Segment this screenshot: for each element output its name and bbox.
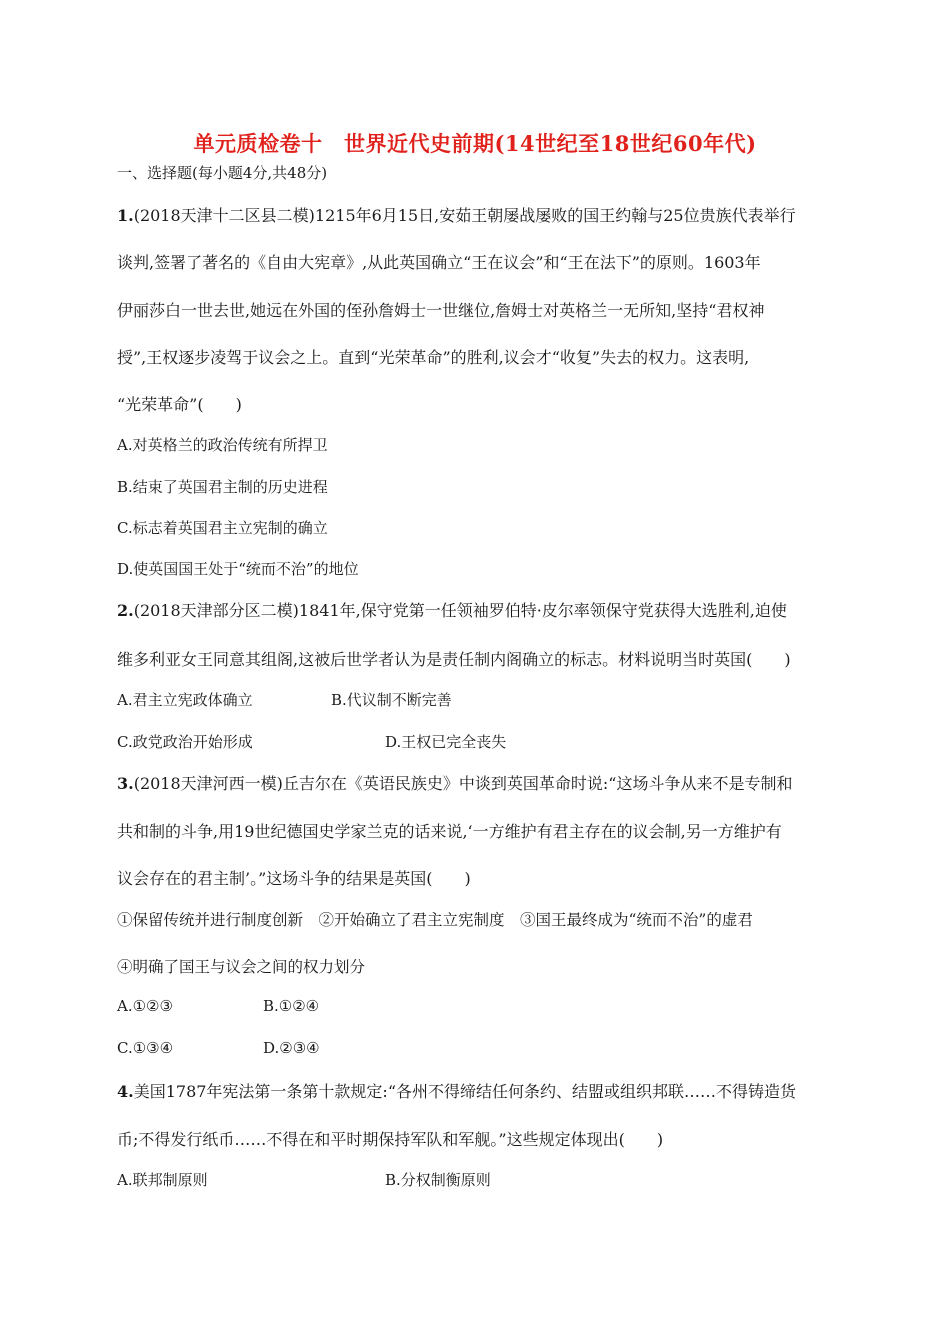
q2-option-c[interactable]: C.政党政治开始形成 [117,733,253,751]
q1-text-1: (2018天津十二区县二模)1215年6月15日,安茹王朝屡战屡败的国王约翰与25位贵族代表举行 [133,206,796,225]
q4-option-b[interactable]: B.分权制衡原则 [385,1171,491,1189]
q2-option-d[interactable]: D.王权已完全丧失 [385,733,507,751]
q1-number: 1. [117,206,134,225]
q3-line-2: 共和制的斗争,用19世纪德国史学家兰克的话来说,‘一方维护有君主存在的议会制,另一方维护有 [117,822,782,841]
q3-items-line-1: ①保留传统并进行制度创新 ②开始确立了君主立宪制度 ③国王最终成为“统而不治”的虚君 [117,911,753,929]
q3-text-1: (2018天津河西一模)丘吉尔在《英语民族史》中谈到英国革命时说:“这场斗争从来不是专制和 [133,774,793,793]
q2-number: 2. [117,601,134,620]
q2-option-a[interactable]: A.君主立宪政体确立 [117,691,253,709]
q1-line-5: “光荣革命”( ) [117,395,242,414]
q2-line-1 [117,598,787,621]
q1-option-a[interactable]: A.对英格兰的政治传统有所捍卫 [117,436,328,454]
q3-items-line-2: ④明确了国王与议会之间的权力划分 [117,958,366,976]
q3-line-3: 议会存在的君主制’。”这场斗争的结果是英国( ) [117,869,471,888]
q1-line-4: 授”,王权逐步凌驾于议会之上。直到“光荣革命”的胜利,议会才“收复”失去的权力。这表明, [117,348,750,367]
q4-number: 4. [117,1082,134,1101]
q1-option-d[interactable]: D.使英国国王处于“统而不治”的地位 [117,560,359,578]
q3-line-1 [117,771,792,794]
q2-option-b[interactable]: B.代议制不断完善 [331,691,452,709]
q2-text-1: (2018天津部分区二模)1841年,保守党第一任领袖罗伯特·皮尔率领保守党获得大选胜利,迫使 [133,601,787,620]
q1-line-3: 伊丽莎白一世去世,她远在外国的侄孙詹姆士一世继位,詹姆士对英格兰一无所知,坚持“君权神 [117,301,765,320]
q3-option-c[interactable]: C.①③④ [117,1039,174,1057]
page-title: 单元质检卷十 世界近代史前期(14世纪至18世纪60年代) [193,131,757,156]
q2-line-2: 维多利亚女王同意其组阁,这被后世学者认为是责任制内阁确立的标志。材料说明当时英国( ) [117,650,791,669]
q4-line-2: 币;不得发行纸币……不得在和平时期保持军队和军舰。”这些规定体现出( ) [117,1130,664,1149]
q3-option-a[interactable]: A.①②③ [117,997,173,1015]
q3-option-b[interactable]: B.①②④ [263,997,320,1015]
q4-text-1: 美国1787年宪法第一条第十款规定:“各州不得缔结任何条约、结盟或组织邦联……不得铸造货 [133,1082,796,1101]
q1-option-b[interactable]: B.结束了英国君主制的历史进程 [117,478,328,496]
q4-option-a[interactable]: A.联邦制原则 [117,1171,208,1189]
q3-number: 3. [117,774,134,793]
section-heading: 一、选择题(每小题4分,共48分) [117,164,328,182]
q4-line-1 [117,1079,796,1102]
q1-line-2: 谈判,签署了著名的《自由大宪章》,从此英国确立“王在议会”和“王在法下”的原则。1603年 [117,253,761,272]
q1-option-c[interactable]: C.标志着英国君主立宪制的确立 [117,519,328,537]
q3-option-d[interactable]: D.②③④ [263,1039,320,1057]
q1-line-1 [117,203,796,226]
